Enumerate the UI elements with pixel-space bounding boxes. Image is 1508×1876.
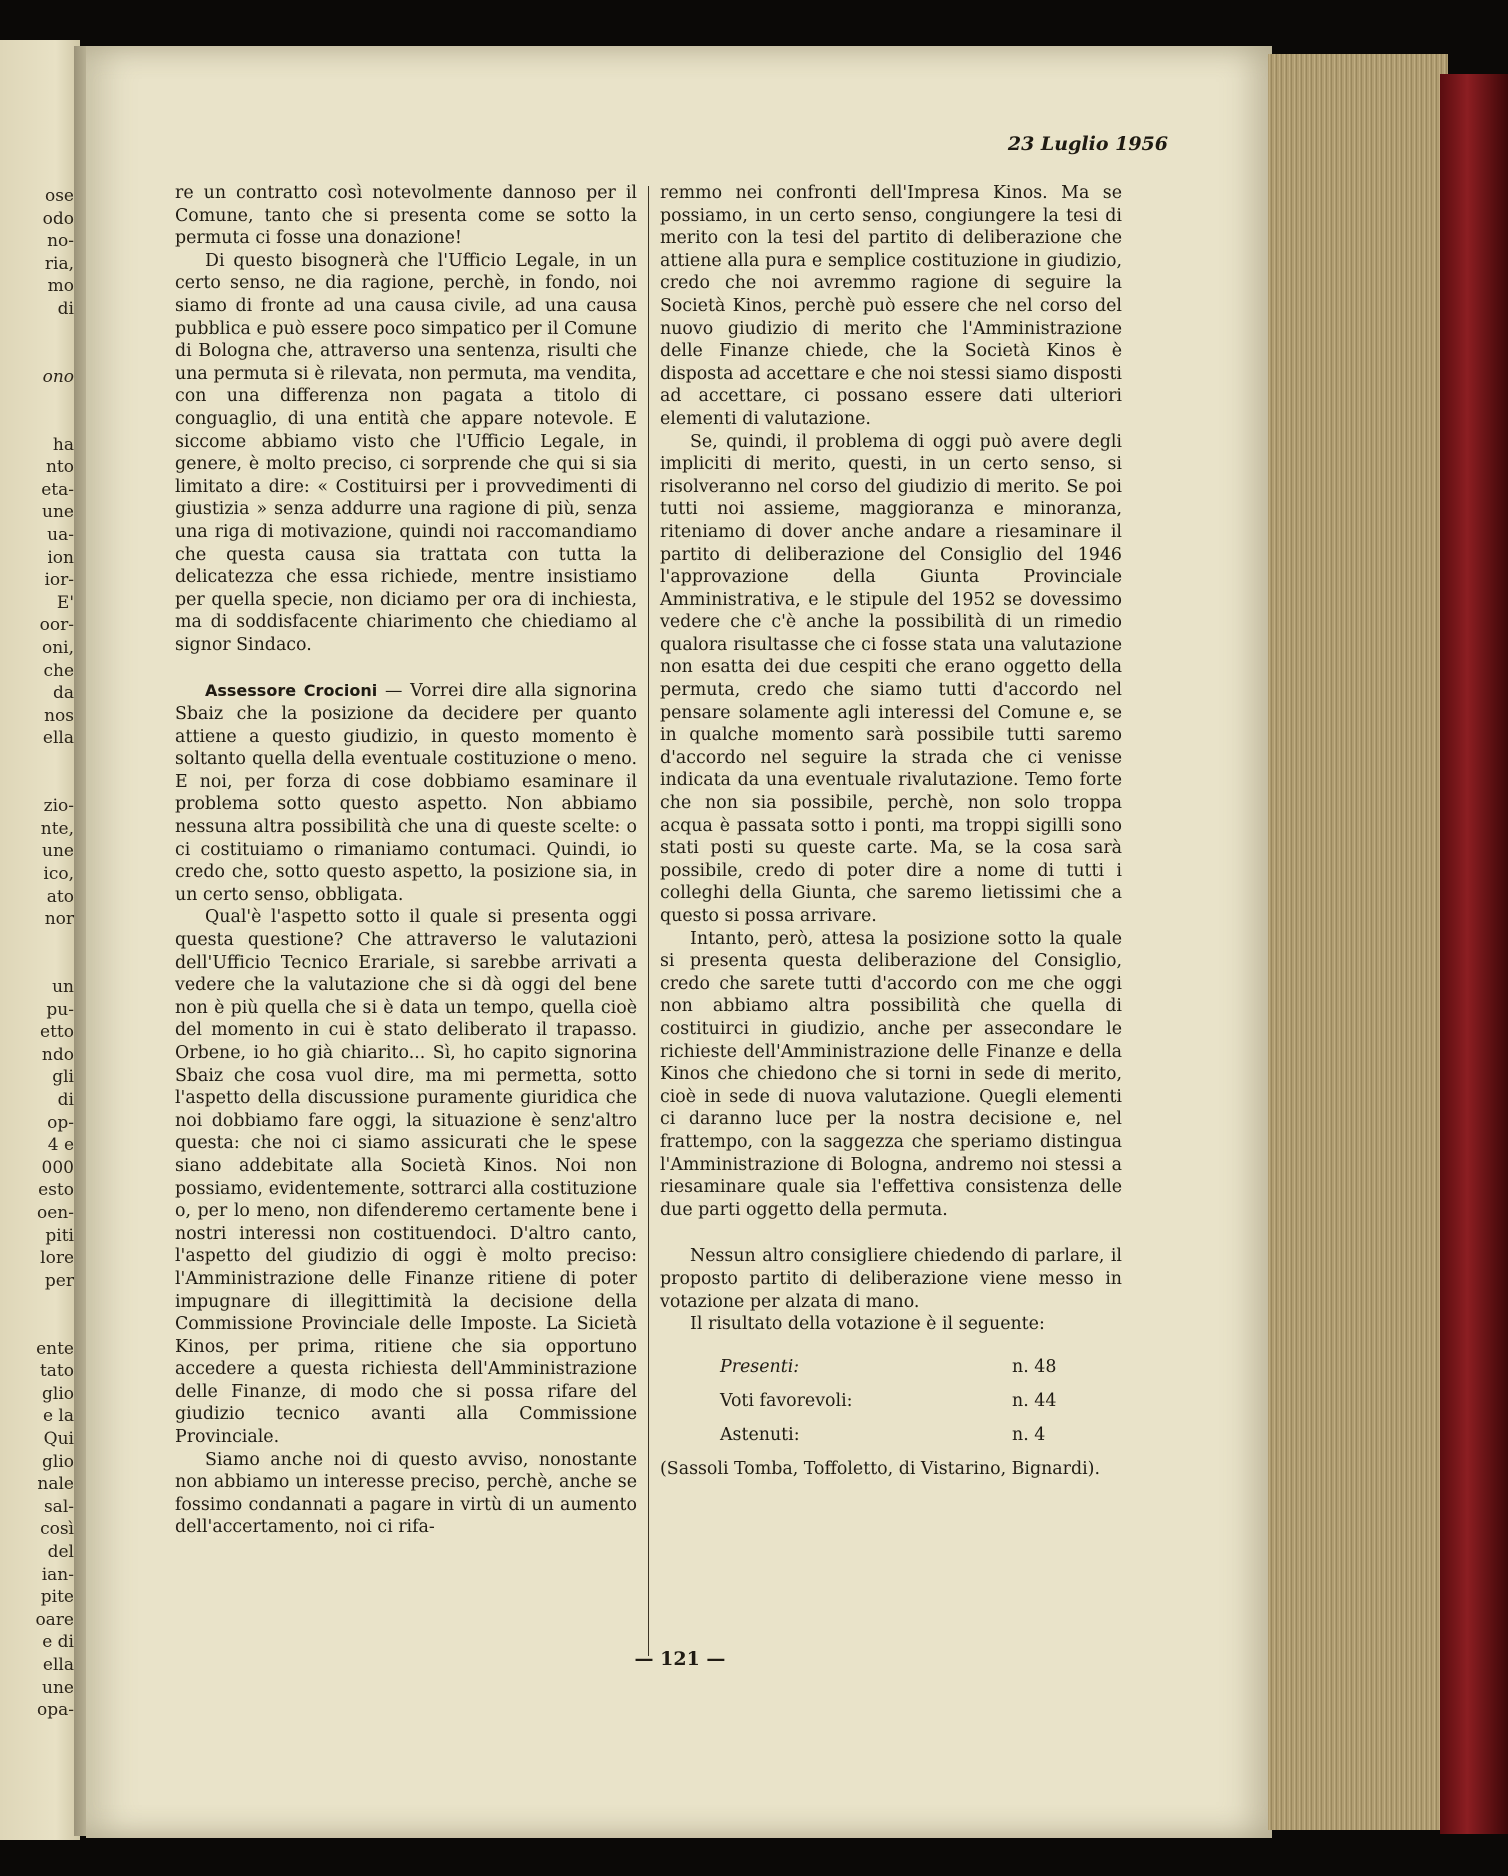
facing-page-fragment: ior- — [44, 570, 74, 591]
facing-page-fragment: ato — [46, 886, 74, 907]
page-number: — 121 — — [634, 1648, 726, 1670]
facing-page-fragment: glio — [42, 1451, 74, 1472]
facing-page-fragment: ha — [52, 434, 74, 455]
facing-page-fragment: ente — [36, 1338, 74, 1359]
facing-page-fragment: esto — [38, 1180, 74, 1201]
vote-row — [660, 1356, 1122, 1390]
facing-page-fragment: di — [57, 1090, 74, 1110]
facing-page-fragment: oor- — [39, 615, 74, 636]
paragraph: Se, quindi, il problema di oggi può avere degli impliciti di merito, questi, in un certo senso, si risolveranno nel corso del giudizio di merito. Se poi tutti noi assieme, maggioranza e minoranza, riteniamo di dover anche andare a riesaminare il partito di deliberazione del Consiglio del 1946 l'approvazione della Giunta Provinciale Amministrativa, e le stipule del 1952 se dovessimo vedere che c'è anche la possibilità di un rimedio qualora risultasse che ci fosse stata una valutazione non esatta dei due cespiti che erano oggetto della permuta, credo che siamo tutti d'accordo nel pensare solamente agli interessi del Comune e, se in qualche momento sarà possibile tutti saremo d'accordo nel seguire la strada che ci venisse indicata da una eventuale rivalutazione. Temo forte che non sia possibile, perchè, non solo troppa acqua è passata sotto i ponti, ma troppi sigilli sono stati posti su queste carte. Ma, se la cosa sarà possibile, credo di poter dire a nome di tutti i colleghi della Giunta, che saremo lietissimi che a questo si possa arrivare. — [660, 431, 1122, 926]
facing-page-fragment: E' — [56, 592, 74, 613]
vote-intro: Il risultato della votazione è il seguente: — [690, 1314, 1045, 1335]
facing-page-fragment: nale — [37, 1474, 74, 1495]
facing-page-fragment: da — [52, 683, 74, 704]
speaker-name: Assessore Crocioni — [205, 681, 378, 701]
facing-page-fragment: etto — [40, 1022, 74, 1043]
facing-page-fragment: op- — [47, 1112, 74, 1133]
left-column — [175, 182, 637, 1539]
facing-page-fragment: oare — [35, 1609, 74, 1630]
facing-page-fragment: sal- — [43, 1496, 74, 1517]
facing-page-fragment: pu- — [46, 999, 74, 1020]
facing-page-fragment: odo — [42, 208, 74, 229]
speech-text: — Vorrei dire alla signorina Sbaiz che la posizione da decidere per quanto attiene a questo giudizio, in questo momento è soltanto quella della eventuale costituzione o meno. E noi, per forza di cose dobbiamo esaminare il problema sotto questo aspetto. Non abbiamo nessuna altra possibilità che una di queste scelte: o ci costituiamo o rimaniamo contumaci. Quindi, io credo che, sotto questo aspetto, la posizione sia, in un certo senso, obbligata. — [175, 681, 638, 905]
facing-page-fragment: che — [43, 660, 74, 681]
facing-page-fragment: une — [42, 502, 74, 523]
facing-page-fragment: nos — [44, 705, 74, 726]
paragraph: Intanto, però, attesa la posizione sotto la quale si presenta questa deliberazione del Consiglio, credo che sarete tutti d'accordo con me che oggi non abbiamo altra possibilità che quella di costituirci in giudizio, anche per assecondare le richieste dell'Amministrazione delle Finanze e della Kinos che chiedono che si torni in sede di merito, cioè in sede di nuova valutazione. Quegli elementi ci daranno luce per la nostra decisione e, nel frattempo, con la saggezza che speriamo distingua l'Amministrazione di Bologna, andremo noi stessi a riesaminare quale sia l'effettiva consistenza delle due parti oggetto della permuta. — [660, 928, 1122, 1220]
paragraph: re un contratto così notevolmente dannoso per il Comune, tanto che si presenta come se sotto la permuta ci fosse una donazione! — [175, 183, 637, 249]
paragraph: Qual'è l'aspetto sotto il quale si presenta oggi questa questione? Che attraverso le valutazioni dell'Ufficio Tecnico Erariale, si sarebbe arrivati a vedere che la valutazione che si dà oggi del bene non è più quella che si è data un tempo, quella cioè del momento in cui è stato deliberato il trapasso. Orbene, io ho già chiarito... Sì, ho capito signorina Sbaiz che cosa vuol dire, ma mi permetta, sotto l'aspetto della discussione puramente giuridica che noi dobbiamo fare oggi, la situazione è senz'altro questa: che noi ci siamo assicurati che le spese siano addebitate alla Società Kinos. Noi non possiamo, evidentemente, sottrarci alla costituzione o, per lo meno, non difenderemo certamente bene i nostri interessi non costituendoci. D'altro canto, l'aspetto del giudizio di oggi è molto preciso: l'Amministrazione delle Finanze ritiene di poter impugnare di illegittimità la decisione della Commissione Provinciale delle Imposte. La Sicietà Kinos, per prima, ritiene che sia opportuno accedere a questa richiesta dell'Amministrazione delle Finanze, di modo che si possa rifare del giudizio tecnico avanti alla Commissione Provinciale. — [175, 907, 637, 1448]
vote-value: n. 4 — [1012, 1424, 1046, 1445]
vote-value: n. 44 — [1012, 1390, 1057, 1411]
facing-page-fragment: opa- — [37, 1700, 74, 1721]
facing-page-fragment: glio — [42, 1383, 74, 1404]
facing-page-fragment: une — [42, 1677, 74, 1698]
vote-results — [660, 1356, 1122, 1458]
right-column — [660, 182, 1122, 1480]
facing-page-fragment: une — [42, 841, 74, 862]
facing-page-fragment: ria, — [44, 253, 74, 274]
facing-page-fragment: nte, — [40, 818, 74, 839]
paragraph: Di questo bisognerà che l'Ufficio Legale, in un certo senso, ne dia ragione, perchè, in fondo, noi siamo di fronte ad una causa civile, ad una causa pubblica e può essere poco simpatico per il Comune di Bologna che, attraverso una sentenza, risulti che una permuta si è rilevata, non permuta, ma vendita, con una differenza non pagata a titolo di conguaglio, di una entità che appare notevole. E siccome abbiamo visto che l'Ufficio Legale, in genere, è molto preciso, ci sorprende che qui si sia limitato a dire: « Costituirsi per i provvedimenti di giustizia » senza addurre una ragione di più, senza una riga di motivazione, quindi noi raccomandiamo che questa causa sia trattata con tutta la delicatezza che essa richiede, mentre insistiamo per quella specie, non diciamo per ora di inchiesta, ma di soddisfacente chiarimento che chiediamo al signor Sindaco. — [175, 250, 637, 655]
facing-page-fragment: e di — [42, 1632, 74, 1653]
facing-page-fragment: no- — [47, 231, 74, 252]
facing-page-fragment: mo — [47, 276, 74, 297]
page-header-date: 23 Luglio 1956 — [1007, 133, 1168, 155]
facing-page-fragment: ella — [42, 1655, 74, 1675]
facing-page-fragment: ian- — [41, 1564, 74, 1585]
vote-label: Astenuti: — [720, 1424, 800, 1445]
facing-page-fragment: un — [52, 977, 74, 997]
facing-page-fragment: del — [47, 1542, 74, 1562]
facing-page-fragment: gli — [52, 1067, 74, 1088]
facing-page-fragment: ion — [47, 547, 74, 568]
vote-label: Presenti: — [720, 1356, 800, 1377]
facing-page-fragment: ose — [44, 186, 74, 206]
vote-label: Voti favorevoli: — [720, 1390, 853, 1411]
facing-page-fragment: di — [57, 299, 74, 319]
facing-page-fragment: pite — [40, 1587, 74, 1608]
facing-page-fragment: nor — [44, 909, 74, 930]
column-divider — [648, 186, 649, 1656]
abstainers: (Sassoli Tomba, Toffoletto, di Vistarino, Bignardi). — [660, 1458, 1100, 1479]
facing-page-fragment: 4 e — [47, 1135, 74, 1156]
facing-page-fragment: nto — [45, 457, 74, 478]
facing-page-fragment: ono — [42, 366, 74, 387]
page-edges — [1268, 54, 1448, 1830]
facing-page-fragment: Qui — [43, 1429, 74, 1449]
vote-value: n. 48 — [1012, 1356, 1057, 1377]
facing-page-fragment: piti — [45, 1225, 74, 1246]
vote-row — [660, 1424, 1122, 1458]
facing-page-fragment: ico, — [43, 864, 74, 884]
paragraph: remmo nei confronti dell'Impresa Kinos. Ma se possiamo, in un certo senso, congiungere la tesi di merito con la tesi del partito di deliberazione che attiene alla pura e semplice costituzione in giudizio, credo che noi avremmo ragione di seguire la Società Kinos, perchè può essere che nel corso del nuovo giudizio di merito che l'Amministrazione delle Finanze chiede, che la Società Kinos è disposta ad accettare e che noi stessi siamo disposti ad accettare, ci possano essere dati ulteriori elementi di valutazione. — [660, 183, 1122, 429]
speech-crocioni — [175, 680, 637, 906]
facing-page-fragment: e la — [42, 1406, 74, 1427]
facing-page-fragment: ella — [42, 728, 74, 749]
facing-page-fragment: per — [44, 1270, 74, 1291]
facing-page-fragment: così — [40, 1519, 74, 1540]
facing-page-fragment: 000 — [41, 1157, 74, 1178]
paragraph: Nessun altro consigliere chiedendo di parlare, il proposto partito di deliberazione viene messo in votazione per alzata di mano. — [660, 1246, 1122, 1312]
facing-page-fragment: ua- — [47, 525, 74, 545]
facing-page-fragment: zio- — [43, 796, 74, 817]
paragraph: Siamo anche noi di questo avviso, nonostante non abbiamo un interesse preciso, perchè, anche se fossimo condannati a pagare in virtù di un aumento dell'accertamento, noi ci rifa- — [175, 1449, 637, 1538]
vote-row — [660, 1390, 1122, 1424]
facing-page-fragment: ndo — [41, 1044, 74, 1065]
facing-page-fragment: lore — [40, 1248, 74, 1269]
facing-page-fragment: oni, — [41, 638, 74, 658]
facing-page-fragment: tato — [39, 1361, 74, 1382]
facing-page-fragment: eta- — [41, 479, 74, 500]
facing-page — [0, 40, 80, 1840]
facing-page-fragment: oen- — [37, 1203, 74, 1223]
book-cover — [1440, 74, 1508, 1834]
